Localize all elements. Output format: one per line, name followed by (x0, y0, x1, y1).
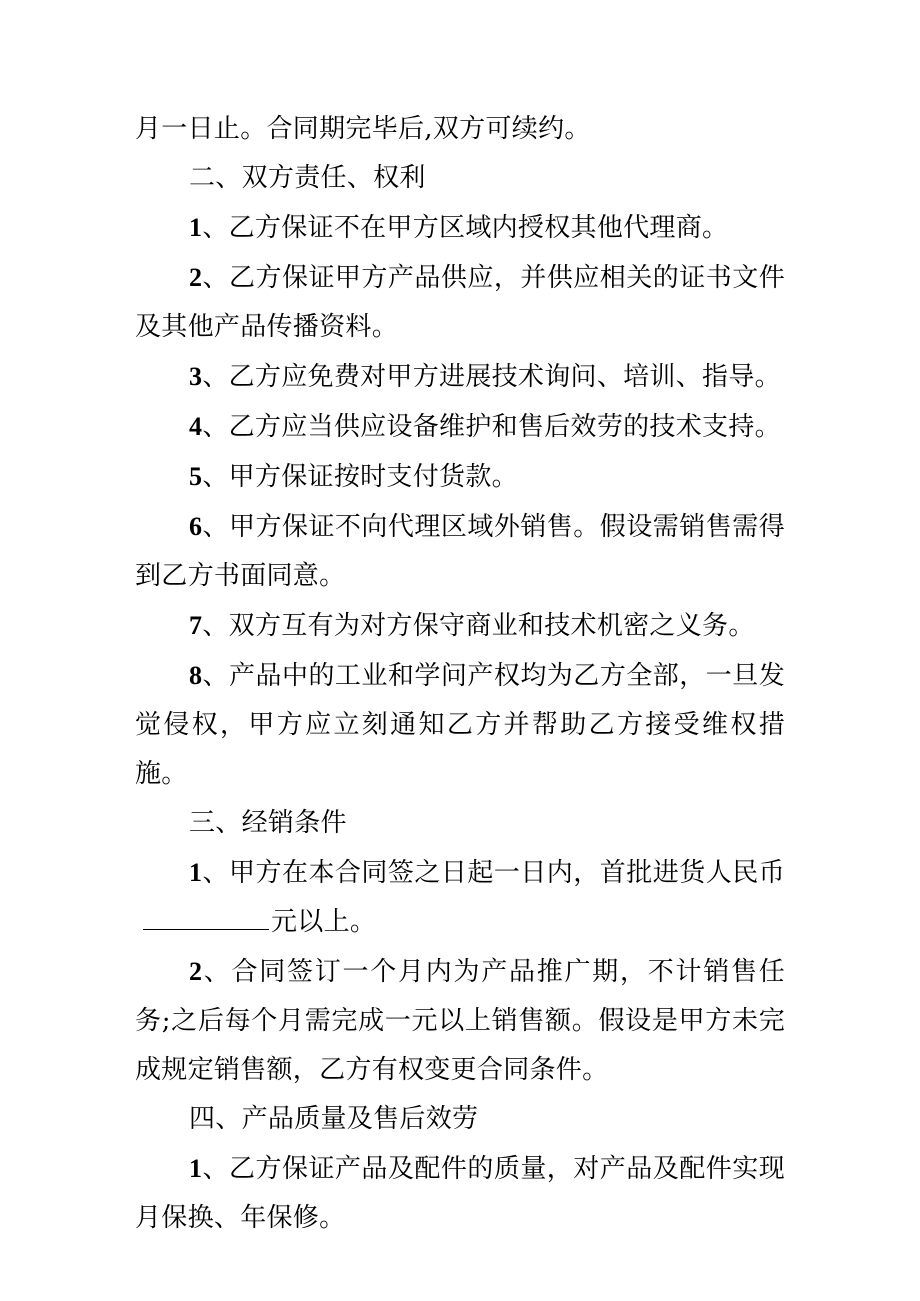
clause-item (135, 452, 785, 502)
paragraph-continuation (135, 105, 785, 154)
clause-text: 、乙方保证产品及配件的质量，对产品及配件实现月保换、年保修。 (135, 1154, 785, 1233)
clause-text: 、甲方在本合同签之日起一日内，首批进货人民币 (202, 858, 785, 888)
clause-text: 、双方互有为对方保守商业和技术机密之义务。 (202, 611, 755, 641)
fill-in-blank-line (143, 909, 269, 930)
clause-text: 、甲方保证按时支付货款。 (202, 462, 518, 492)
heading-text: 二、双方责任、权利 (189, 163, 426, 193)
clause-item (135, 601, 785, 651)
paragraph-text: 月一日止。合同期完毕后,双方可续约。 (135, 114, 591, 144)
clause-text: 、甲方保证不向代理区域外销售。假设需销售需得到乙方书面同意。 (135, 512, 785, 591)
clause-text: 、合同签订一个月内为产品推广期，不计销售任务;之后每个月需完成一元以上销售额。假设是甲方未完成规定销售额，乙方有权变更合同条件。 (135, 957, 785, 1085)
clause-number: 2 (189, 263, 203, 292)
clause-number: 5 (189, 462, 203, 491)
clause-number: 3 (189, 362, 203, 391)
clause-text: 、乙方应免费对甲方进展技术询问、培训、指导。 (202, 362, 781, 392)
clause-number: 8 (189, 661, 203, 690)
heading-text: 四、产品质量及售后效劳 (189, 1104, 479, 1134)
clause-number: 1 (189, 1154, 203, 1183)
clause-text: 、乙方保证甲方产品供应，并供应相关的证书文件及其他产品传播资料。 (135, 263, 785, 342)
clause-item (135, 947, 785, 1095)
clause-item (135, 651, 785, 799)
clause-item (135, 203, 785, 253)
section-heading-sales-conditions (135, 799, 785, 848)
clause-number: 7 (189, 611, 203, 640)
clause-item (135, 253, 785, 352)
section-heading-responsibilities (135, 154, 785, 203)
clause-text: 、产品中的工业和学问产权均为乙方全部，一旦发觉侵权，甲方应立刻通知乙方并帮助乙方接受维权措施。 (135, 661, 785, 789)
clause-item (135, 402, 785, 452)
clause-number: 1 (189, 858, 203, 887)
document-body (135, 105, 785, 1243)
clause-item (135, 502, 785, 601)
clause-number: 1 (189, 213, 203, 242)
heading-text: 三、经销条件 (189, 808, 347, 838)
clause-item (135, 848, 785, 947)
clause-text-after-blank: 元以上。 (271, 907, 377, 937)
clause-text: 、乙方保证不在甲方区域内授权其他代理商。 (202, 213, 729, 243)
clause-number: 2 (189, 957, 203, 986)
section-heading-quality-service (135, 1095, 785, 1144)
clause-number: 4 (189, 412, 203, 441)
clause-number: 6 (189, 512, 203, 541)
clause-item (135, 1144, 785, 1243)
clause-item (135, 352, 785, 402)
clause-text: 、乙方应当供应设备维护和售后效劳的技术支持。 (202, 412, 781, 442)
